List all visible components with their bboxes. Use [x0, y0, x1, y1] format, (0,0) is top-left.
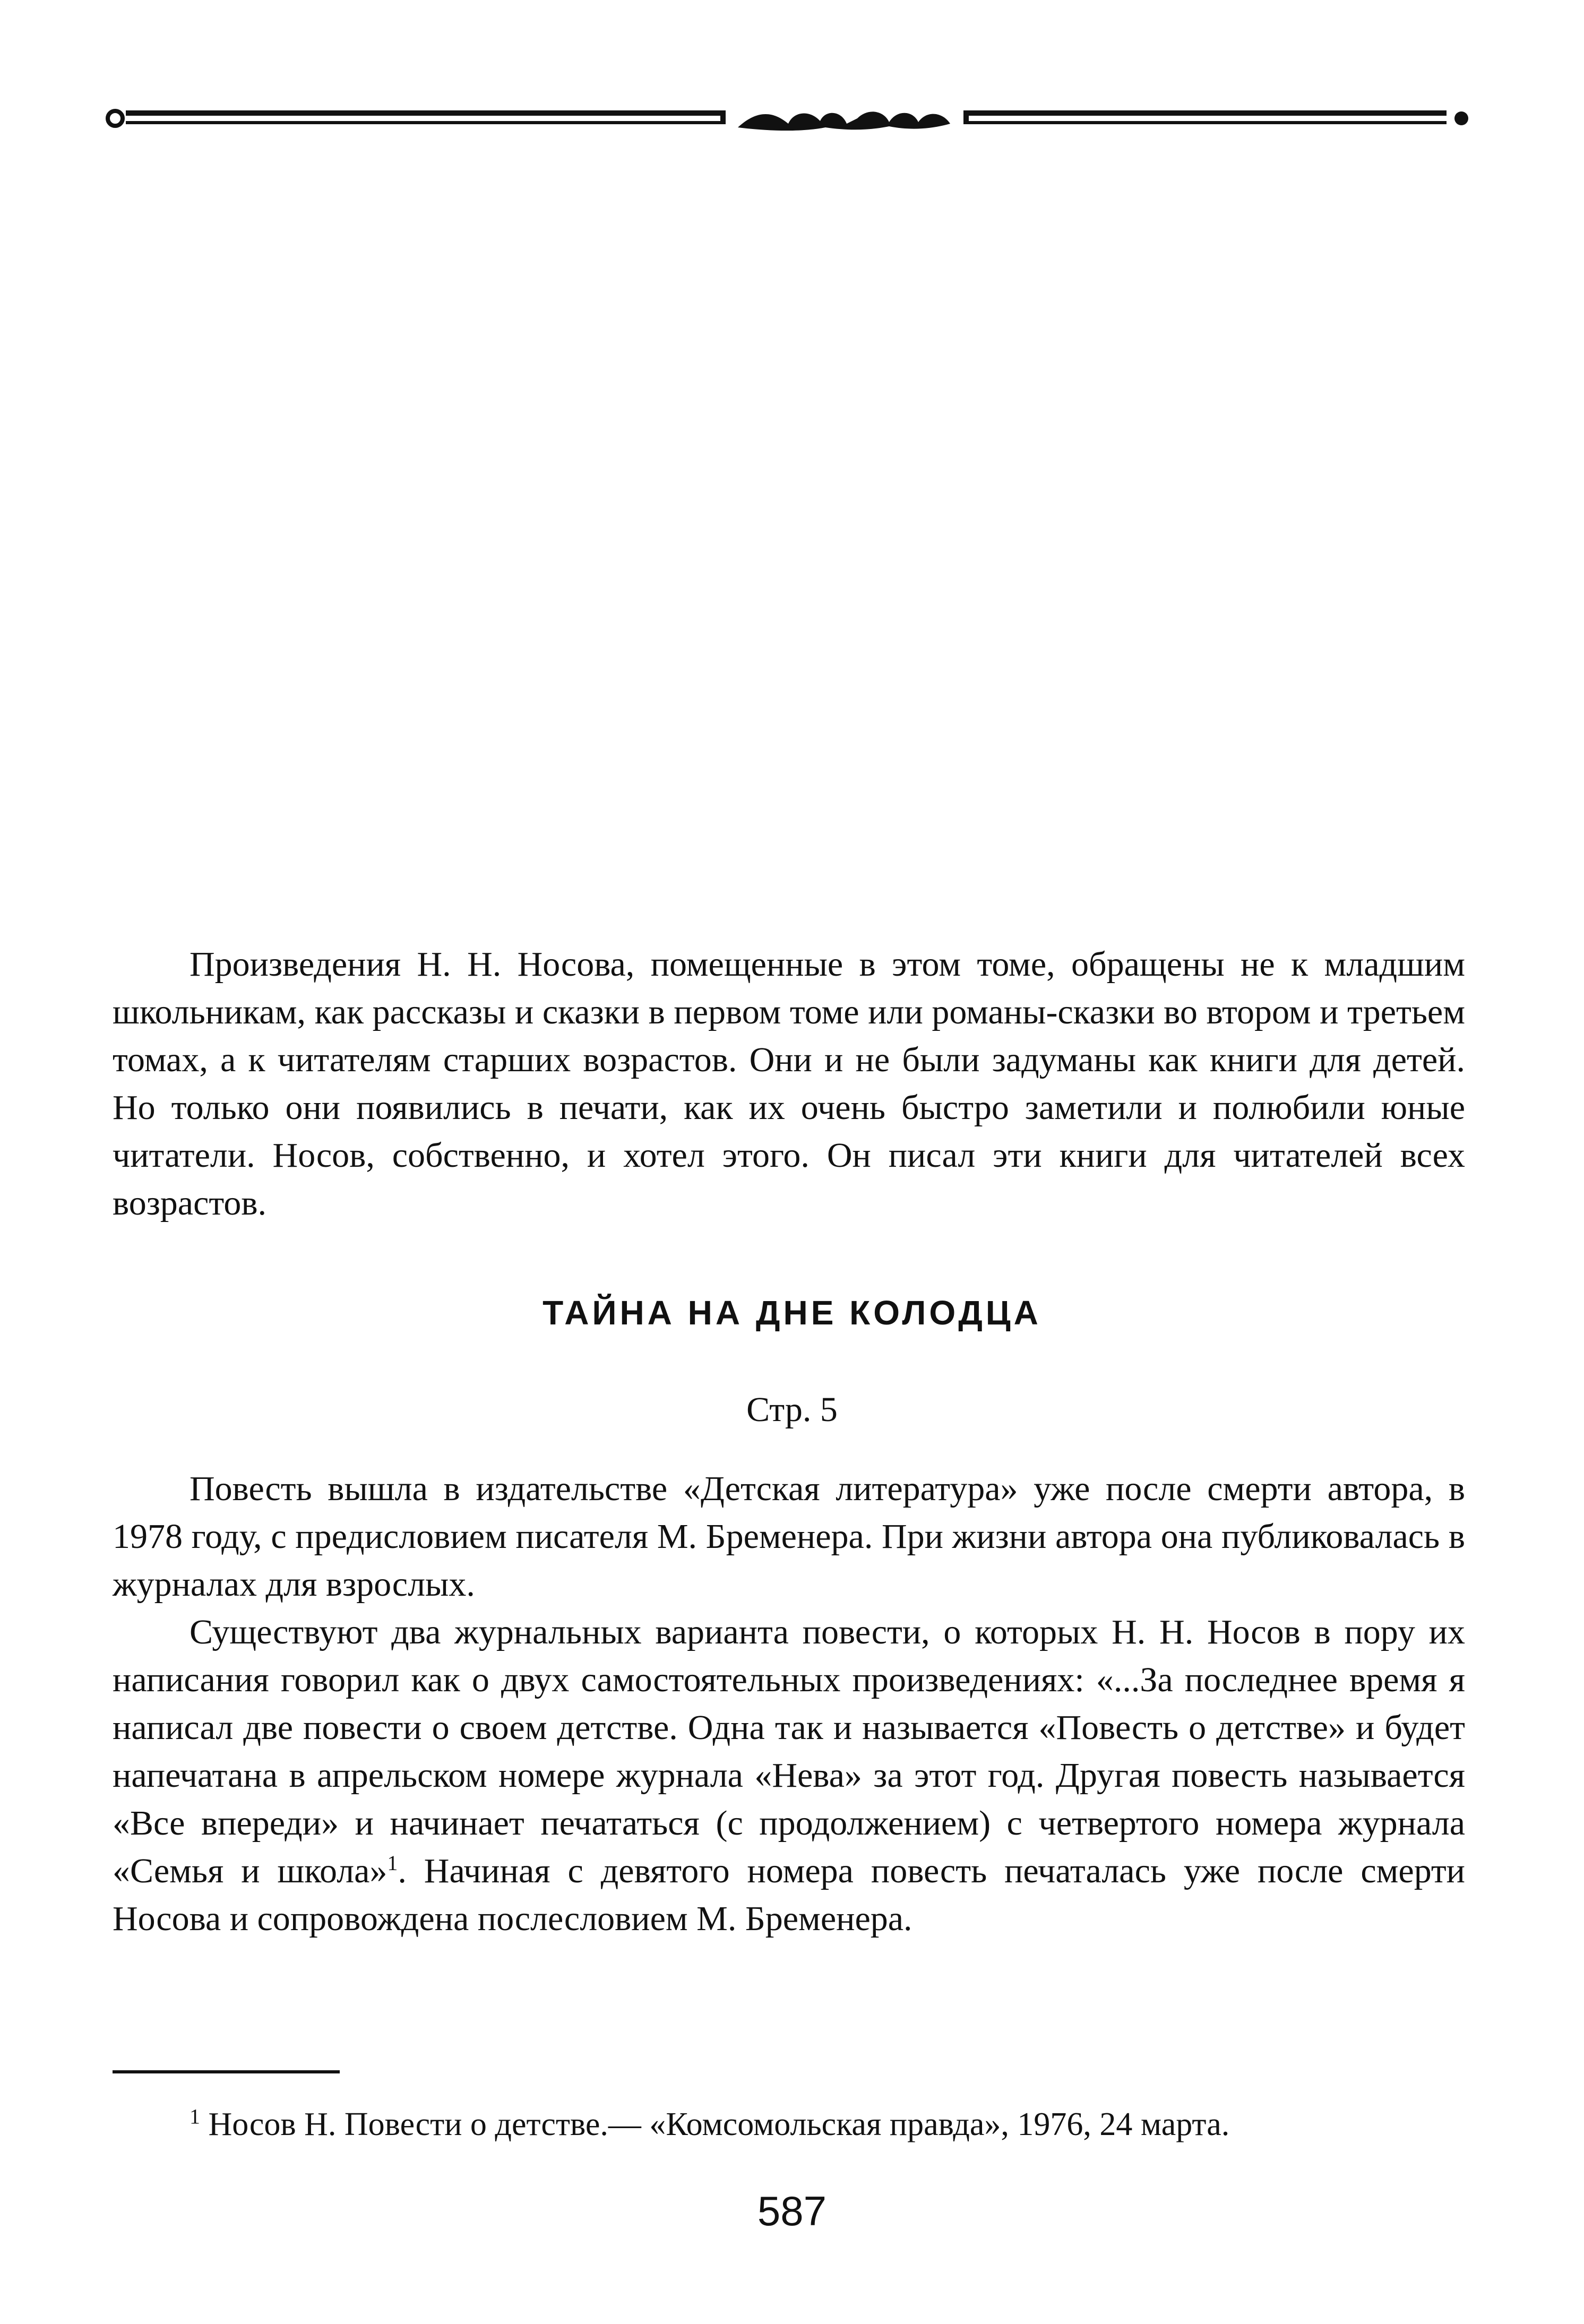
- paragraph-versions-continued: . Начиная с девятого номера повесть печаталась уже после смерти Носова и сопровождена послесловием М. Бременера.: [113, 1852, 1465, 1938]
- footnote: [113, 2102, 1465, 2147]
- paragraph-versions: [113, 1608, 1465, 1943]
- page-number: 587: [757, 2188, 827, 2234]
- intro-text: Произведения Н. Н. Носова, помещенные в этом томе, обращены не к младшим школьникам, как рассказы и сказки в первом томе или романы-сказки во втором и третьем томах, а к читателям старших возрастов. Они и не были задуманы как книги для детей. Но только они появились в печати, как их очень быстро заметили и полюбили юные читатели. Носов, собственно, и хотел этого. Он писал эти книги для читателей всех возрастов.: [113, 945, 1465, 1223]
- section-title: ТАЙНА НА ДНЕ КОЛОДЦА: [543, 1294, 1041, 1332]
- page-reference: Стр. 5: [746, 1390, 838, 1429]
- paragraph-versions-text: Существуют два журнальных варианта повести, о которых Н. Н. Носов в пору их написания говорил как о двух самостоятельных произведениях: «...За последнее время я написал две повести о своем детстве. Одна так и называется «Повесть о детстве» и будет напечатана в апрельском номере журнала «Нева» за этот год. Другая повесть называется «Все впереди» и начинает печататься (с продолжением) с четвертого номера журнала «Семья и школа»: [113, 1613, 1465, 1890]
- intro-paragraph: [113, 941, 1465, 1227]
- footnote-mark: 1: [190, 2104, 200, 2129]
- footnote-reference[interactable]: 1: [387, 1851, 398, 1875]
- footnote-text: Носов Н. Повести о детстве.— «Комсомольская правда», 1976, 24 марта.: [200, 2106, 1230, 2142]
- commentary-body: [113, 1465, 1465, 1943]
- paragraph-publication: Повесть вышла в издательстве «Детская литература» уже после смерти автора, в 1978 году, с предисловием писателя М. Бременера. При жизни автора она публиковалась в журналах для взрослых.: [113, 1469, 1465, 1604]
- footnote-divider: [113, 2070, 340, 2073]
- decorative-rule-icon: [104, 100, 1473, 137]
